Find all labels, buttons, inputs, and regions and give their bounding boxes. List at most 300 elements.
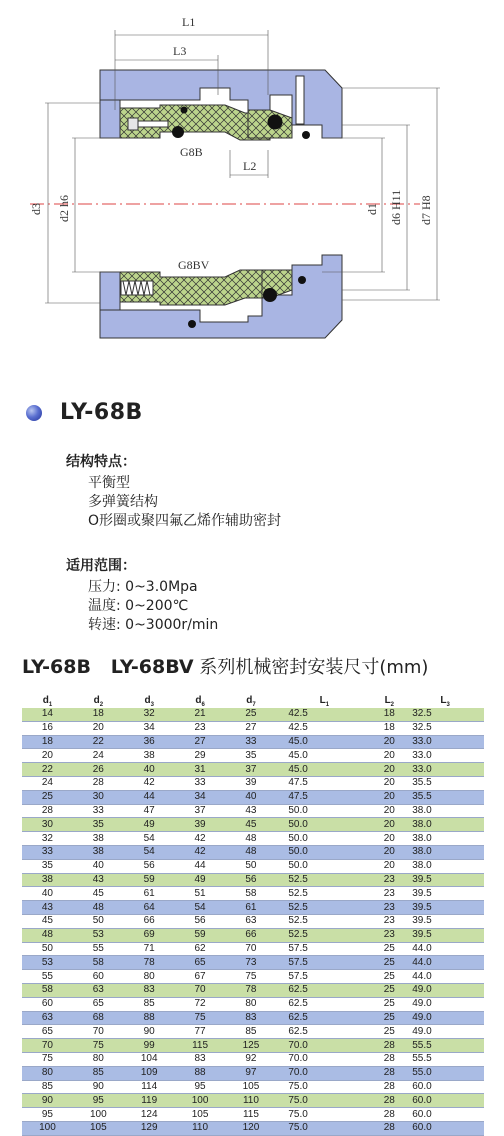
column-header (124, 694, 175, 708)
o-ring (298, 276, 306, 284)
column-header-symbol: d (93, 694, 100, 706)
table-cell: 39.5 (406, 914, 484, 928)
table-cell: 75 (175, 1011, 226, 1025)
table-cell: 23 (175, 721, 226, 735)
table-cell: 44.0 (406, 956, 484, 970)
table-row (22, 721, 484, 735)
table-cell: 63 (226, 914, 277, 928)
table-cell: 60.0 (406, 1121, 484, 1135)
table-cell: 23 (372, 901, 406, 915)
table-cell: 38.0 (406, 845, 484, 859)
table-cell: 20 (372, 735, 406, 749)
table-cell: 45.0 (276, 763, 372, 777)
table-cell: 30 (22, 818, 73, 832)
table-cell: 31 (175, 763, 226, 777)
table-row (22, 997, 484, 1011)
label-d2: d2 h6 (57, 195, 71, 222)
table-cell: 22 (73, 735, 124, 749)
table-cell: 70.0 (276, 1039, 372, 1053)
table-cell: 105 (226, 1080, 277, 1094)
table-cell: 39 (175, 818, 226, 832)
column-header-subscript: 2 (390, 701, 395, 708)
table-row (22, 956, 484, 970)
table-row (22, 1066, 484, 1080)
table-cell: 48 (73, 901, 124, 915)
table-cell: 57.5 (276, 956, 372, 970)
label-L3: L3 (173, 44, 187, 58)
table-cell: 49 (175, 873, 226, 887)
table-cell: 25 (372, 956, 406, 970)
table-cell: 39.5 (406, 887, 484, 901)
table-cell: 32.5 (406, 708, 484, 721)
feature-item: 平衡型 (88, 475, 130, 491)
column-header (226, 694, 277, 708)
model-title-row (26, 400, 143, 425)
label-d6: d6 H11 (389, 189, 403, 225)
table-cell: 35 (73, 818, 124, 832)
table-cell: 45.0 (276, 749, 372, 763)
table-cell: 90 (73, 1080, 124, 1094)
table-cell: 38.0 (406, 818, 484, 832)
table-cell: 65 (22, 1025, 73, 1039)
range-item: 转速: 0~3000r/min (88, 617, 219, 633)
column-header-subscript: 1 (325, 701, 330, 708)
table-cell: 23 (372, 873, 406, 887)
o-ring (172, 126, 184, 138)
sleeve-upper (100, 100, 120, 138)
label-d3: d3 (29, 203, 43, 215)
table-cell: 105 (73, 1121, 124, 1135)
table-row (22, 832, 484, 846)
table-cell: 83 (226, 1011, 277, 1025)
table-cell: 40 (124, 763, 175, 777)
table-cell: 69 (124, 928, 175, 942)
table-cell: 21 (175, 708, 226, 721)
table-row (22, 1108, 484, 1122)
table-cell: 33 (73, 804, 124, 818)
table-cell: 95 (73, 1094, 124, 1108)
table-cell: 88 (124, 1011, 175, 1025)
table-cell: 50.0 (276, 832, 372, 846)
table-cell: 115 (175, 1039, 226, 1053)
table-cell: 18 (372, 708, 406, 721)
table-cell: 30 (73, 790, 124, 804)
table-cell: 100 (22, 1121, 73, 1135)
table-body (22, 708, 484, 1135)
table-cell: 42.5 (276, 721, 372, 735)
table-cell: 125 (226, 1039, 277, 1053)
label-L1: L1 (182, 15, 196, 29)
table-cell: 36 (124, 735, 175, 749)
table-cell: 75.0 (276, 1094, 372, 1108)
table-cell: 55.0 (406, 1066, 484, 1080)
table-row (22, 818, 484, 832)
table-cell: 48 (22, 928, 73, 942)
column-header-subscript: 7 (252, 701, 256, 708)
table-cell: 59 (124, 873, 175, 887)
table-cell: 35.5 (406, 776, 484, 790)
table-row (22, 1121, 484, 1135)
table-cell: 56 (226, 873, 277, 887)
table-cell: 63 (22, 1011, 73, 1025)
table-cell: 25 (372, 997, 406, 1011)
table-cell: 40 (22, 887, 73, 901)
table-header-row (22, 694, 484, 708)
table-cell: 42 (175, 832, 226, 846)
table-cell: 75.0 (276, 1108, 372, 1122)
table-row (22, 1025, 484, 1039)
column-header-symbol: d (42, 694, 49, 706)
table-cell: 50.0 (276, 845, 372, 859)
table-cell: 28 (372, 1108, 406, 1122)
table-cell: 88 (175, 1066, 226, 1080)
table-cell: 44 (124, 790, 175, 804)
column-header-symbol: d (195, 694, 202, 706)
table-cell: 62 (175, 942, 226, 956)
table-cell: 65 (175, 956, 226, 970)
table-cell: 32 (22, 832, 73, 846)
table-cell: 100 (73, 1108, 124, 1122)
table-row (22, 901, 484, 915)
table-cell: 43 (22, 901, 73, 915)
column-header (372, 694, 406, 708)
table-cell: 62.5 (276, 1025, 372, 1039)
table-cell: 75.0 (276, 1080, 372, 1094)
table-row (22, 928, 484, 942)
features-section (66, 451, 281, 531)
table-cell: 55.5 (406, 1052, 484, 1066)
table-cell: 45 (226, 818, 277, 832)
bullet-icon (26, 405, 42, 421)
table-row (22, 708, 484, 721)
table-cell: 49.0 (406, 1025, 484, 1039)
table-cell: 25 (372, 970, 406, 984)
table-cell: 25 (372, 942, 406, 956)
table-cell: 20 (372, 790, 406, 804)
table-cell: 50.0 (276, 804, 372, 818)
table-cell: 58 (226, 887, 277, 901)
table-cell: 56 (124, 859, 175, 873)
table-cell: 28 (372, 1121, 406, 1135)
features-heading: 结构特点： (66, 454, 136, 470)
table-cell: 35 (22, 859, 73, 873)
label-G8BV: G8BV (178, 258, 210, 272)
table-cell: 57.5 (276, 970, 372, 984)
table-cell: 23 (372, 914, 406, 928)
table-row (22, 887, 484, 901)
table-cell: 85 (226, 1025, 277, 1039)
table-cell: 75 (22, 1052, 73, 1066)
table-title-models: LY-68B LY-68BV (22, 656, 194, 678)
table-cell: 27 (175, 735, 226, 749)
table-cell: 16 (22, 721, 73, 735)
table-cell: 20 (372, 845, 406, 859)
table-cell: 43 (73, 873, 124, 887)
column-header (175, 694, 226, 708)
table-cell: 120 (226, 1121, 277, 1135)
table-cell: 14 (22, 708, 73, 721)
table-cell: 33.0 (406, 763, 484, 777)
table-cell: 25 (226, 708, 277, 721)
table-row (22, 873, 484, 887)
table-cell: 64 (124, 901, 175, 915)
table-cell: 28 (372, 1066, 406, 1080)
table-cell: 80 (226, 997, 277, 1011)
table-cell: 20 (372, 776, 406, 790)
table-row (22, 859, 484, 873)
column-header (73, 694, 124, 708)
table-cell: 90 (124, 1025, 175, 1039)
table-cell: 104 (124, 1052, 175, 1066)
table-cell: 70 (73, 1025, 124, 1039)
spring (121, 281, 153, 295)
table-cell: 48 (226, 832, 277, 846)
table-cell: 90 (22, 1094, 73, 1108)
table-cell: 20 (372, 749, 406, 763)
table-cell: 24 (22, 776, 73, 790)
table-cell: 25 (372, 1011, 406, 1025)
table-cell: 34 (175, 790, 226, 804)
range-heading: 适用范围： (66, 558, 136, 574)
table-cell: 67 (175, 970, 226, 984)
table-cell: 40 (226, 790, 277, 804)
feature-item: O形圈或聚四氟乙烯作辅助密封 (88, 513, 282, 529)
table-row (22, 914, 484, 928)
table-cell: 85 (124, 997, 175, 1011)
table-cell: 50 (22, 942, 73, 956)
table-cell: 124 (124, 1108, 175, 1122)
table-row (22, 983, 484, 997)
o-ring (268, 115, 283, 130)
table-cell: 114 (124, 1080, 175, 1094)
table-cell: 33 (22, 845, 73, 859)
table-cell: 65 (73, 997, 124, 1011)
column-header-symbol: L (384, 694, 391, 706)
table-cell: 18 (372, 721, 406, 735)
table-cell: 18 (73, 708, 124, 721)
table-row (22, 1039, 484, 1053)
table-cell: 25 (372, 1025, 406, 1039)
table-cell: 24 (73, 749, 124, 763)
table-cell: 60.0 (406, 1108, 484, 1122)
table-cell: 50 (226, 859, 277, 873)
column-header-symbol: L (440, 694, 447, 706)
table-cell: 39.5 (406, 873, 484, 887)
range-item: 温度: 0~200℃ (88, 598, 189, 614)
table-cell: 80 (22, 1066, 73, 1080)
table-cell: 25 (372, 983, 406, 997)
table-row (22, 776, 484, 790)
table-cell: 115 (226, 1108, 277, 1122)
table-row (22, 1052, 484, 1066)
column-header-subscript: 3 (150, 701, 154, 708)
table-cell: 39.5 (406, 928, 484, 942)
table-cell: 28 (372, 1080, 406, 1094)
table-row (22, 790, 484, 804)
table-cell: 45 (22, 914, 73, 928)
table-cell: 20 (372, 818, 406, 832)
table-cell: 70.0 (276, 1052, 372, 1066)
label-G8B: G8B (180, 145, 203, 159)
sleeve-lower (100, 272, 120, 310)
table-cell: 52.5 (276, 873, 372, 887)
table-cell: 37 (175, 804, 226, 818)
table-cell: 33 (175, 776, 226, 790)
column-header-symbol: d (246, 694, 253, 706)
column-header-subscript: 1 (48, 701, 53, 708)
table-cell: 55 (22, 970, 73, 984)
table-cell: 28 (22, 804, 73, 818)
table-cell: 18 (22, 735, 73, 749)
table-cell: 57.5 (276, 942, 372, 956)
table-cell: 52.5 (276, 887, 372, 901)
table-cell: 49.0 (406, 997, 484, 1011)
table-cell: 61 (124, 887, 175, 901)
table-cell: 85 (22, 1080, 73, 1094)
table-cell: 38 (73, 845, 124, 859)
table-cell: 23 (372, 887, 406, 901)
column-header-subscript: 3 (446, 701, 450, 708)
table-cell: 20 (22, 749, 73, 763)
table-cell: 83 (124, 983, 175, 997)
table-cell: 25 (22, 790, 73, 804)
table-cell: 60.0 (406, 1094, 484, 1108)
table-row (22, 749, 484, 763)
table-row (22, 845, 484, 859)
table-cell: 105 (175, 1108, 226, 1122)
table-row (22, 970, 484, 984)
table-cell: 73 (226, 956, 277, 970)
table-cell: 49.0 (406, 1011, 484, 1025)
table-cell: 35 (226, 749, 277, 763)
table-row (22, 942, 484, 956)
table-cell: 109 (124, 1066, 175, 1080)
column-header-symbol: L (319, 694, 326, 706)
table-cell: 26 (73, 763, 124, 777)
table-cell: 62.5 (276, 1011, 372, 1025)
table-cell: 32.5 (406, 721, 484, 735)
table-cell: 39.5 (406, 901, 484, 915)
column-header-subscript: 2 (99, 701, 104, 708)
table-row (22, 1011, 484, 1025)
table-cell: 39 (226, 776, 277, 790)
table-cell: 49 (124, 818, 175, 832)
table-cell: 20 (372, 763, 406, 777)
table-cell: 34 (124, 721, 175, 735)
table-cell: 110 (226, 1094, 277, 1108)
table-cell: 61 (226, 901, 277, 915)
table-cell: 29 (175, 749, 226, 763)
table-cell: 52.5 (276, 928, 372, 942)
seal-cross-section-diagram (0, 0, 504, 370)
label-L2: L2 (243, 159, 257, 173)
anti-rotation-pin (296, 76, 304, 124)
table-row (22, 804, 484, 818)
table-cell: 99 (124, 1039, 175, 1053)
range-item: 压力: 0~3.0Mpa (88, 579, 198, 595)
table-cell: 44.0 (406, 970, 484, 984)
table-cell: 27 (226, 721, 277, 735)
table-cell: 54 (175, 901, 226, 915)
table-cell: 20 (372, 859, 406, 873)
table-cell: 28 (73, 776, 124, 790)
table-cell: 37 (226, 763, 277, 777)
table-title (22, 653, 428, 679)
table-cell: 42 (175, 845, 226, 859)
table-cell: 100 (175, 1094, 226, 1108)
table-cell: 47 (124, 804, 175, 818)
table-cell: 50.0 (276, 859, 372, 873)
table-cell: 52.5 (276, 901, 372, 915)
table-cell: 97 (226, 1066, 277, 1080)
table-cell: 77 (175, 1025, 226, 1039)
table-cell: 70 (175, 983, 226, 997)
table-cell: 20 (372, 832, 406, 846)
table-title-description: 系列机械密封安装尺寸(mm) (193, 657, 429, 678)
table-cell: 75 (226, 970, 277, 984)
table-cell: 38 (73, 832, 124, 846)
table-cell: 60 (73, 970, 124, 984)
table-cell: 20 (372, 804, 406, 818)
table-cell: 56 (175, 914, 226, 928)
table-cell: 63 (73, 983, 124, 997)
table-cell: 47.5 (276, 776, 372, 790)
table-cell: 54 (124, 832, 175, 846)
o-ring (302, 131, 310, 139)
set-screw (128, 118, 138, 130)
table-cell: 71 (124, 942, 175, 956)
table-cell: 78 (124, 956, 175, 970)
label-d7: d7 H8 (419, 195, 433, 225)
feature-item: 多弹簧结构 (88, 494, 158, 510)
table-cell: 80 (124, 970, 175, 984)
table-cell: 49.0 (406, 983, 484, 997)
table-cell: 68 (73, 1011, 124, 1025)
table-cell: 38 (124, 749, 175, 763)
table-cell: 45.0 (276, 735, 372, 749)
table-cell: 48 (226, 845, 277, 859)
o-ring (263, 288, 277, 302)
table-cell: 32 (124, 708, 175, 721)
table-cell: 20 (73, 721, 124, 735)
table-cell: 70 (226, 942, 277, 956)
table-row (22, 1080, 484, 1094)
table-cell: 42 (124, 776, 175, 790)
table-cell: 66 (124, 914, 175, 928)
table-cell: 52.5 (276, 914, 372, 928)
table-cell: 110 (175, 1121, 226, 1135)
table-cell: 95 (22, 1108, 73, 1122)
table-cell: 43 (226, 804, 277, 818)
table-cell: 54 (124, 845, 175, 859)
table-cell: 40 (73, 859, 124, 873)
table-cell: 83 (175, 1052, 226, 1066)
table-cell: 59 (175, 928, 226, 942)
table-cell: 72 (175, 997, 226, 1011)
table-cell: 75 (73, 1039, 124, 1053)
table-cell: 85 (73, 1066, 124, 1080)
table-cell: 45 (73, 887, 124, 901)
table-cell: 33.0 (406, 735, 484, 749)
table-cell: 38 (22, 873, 73, 887)
table-cell: 62.5 (276, 983, 372, 997)
o-ring (188, 320, 196, 328)
table-cell: 38.0 (406, 832, 484, 846)
table-cell: 35.5 (406, 790, 484, 804)
table-cell: 38.0 (406, 804, 484, 818)
table-cell: 70 (22, 1039, 73, 1053)
table-cell: 95 (175, 1080, 226, 1094)
